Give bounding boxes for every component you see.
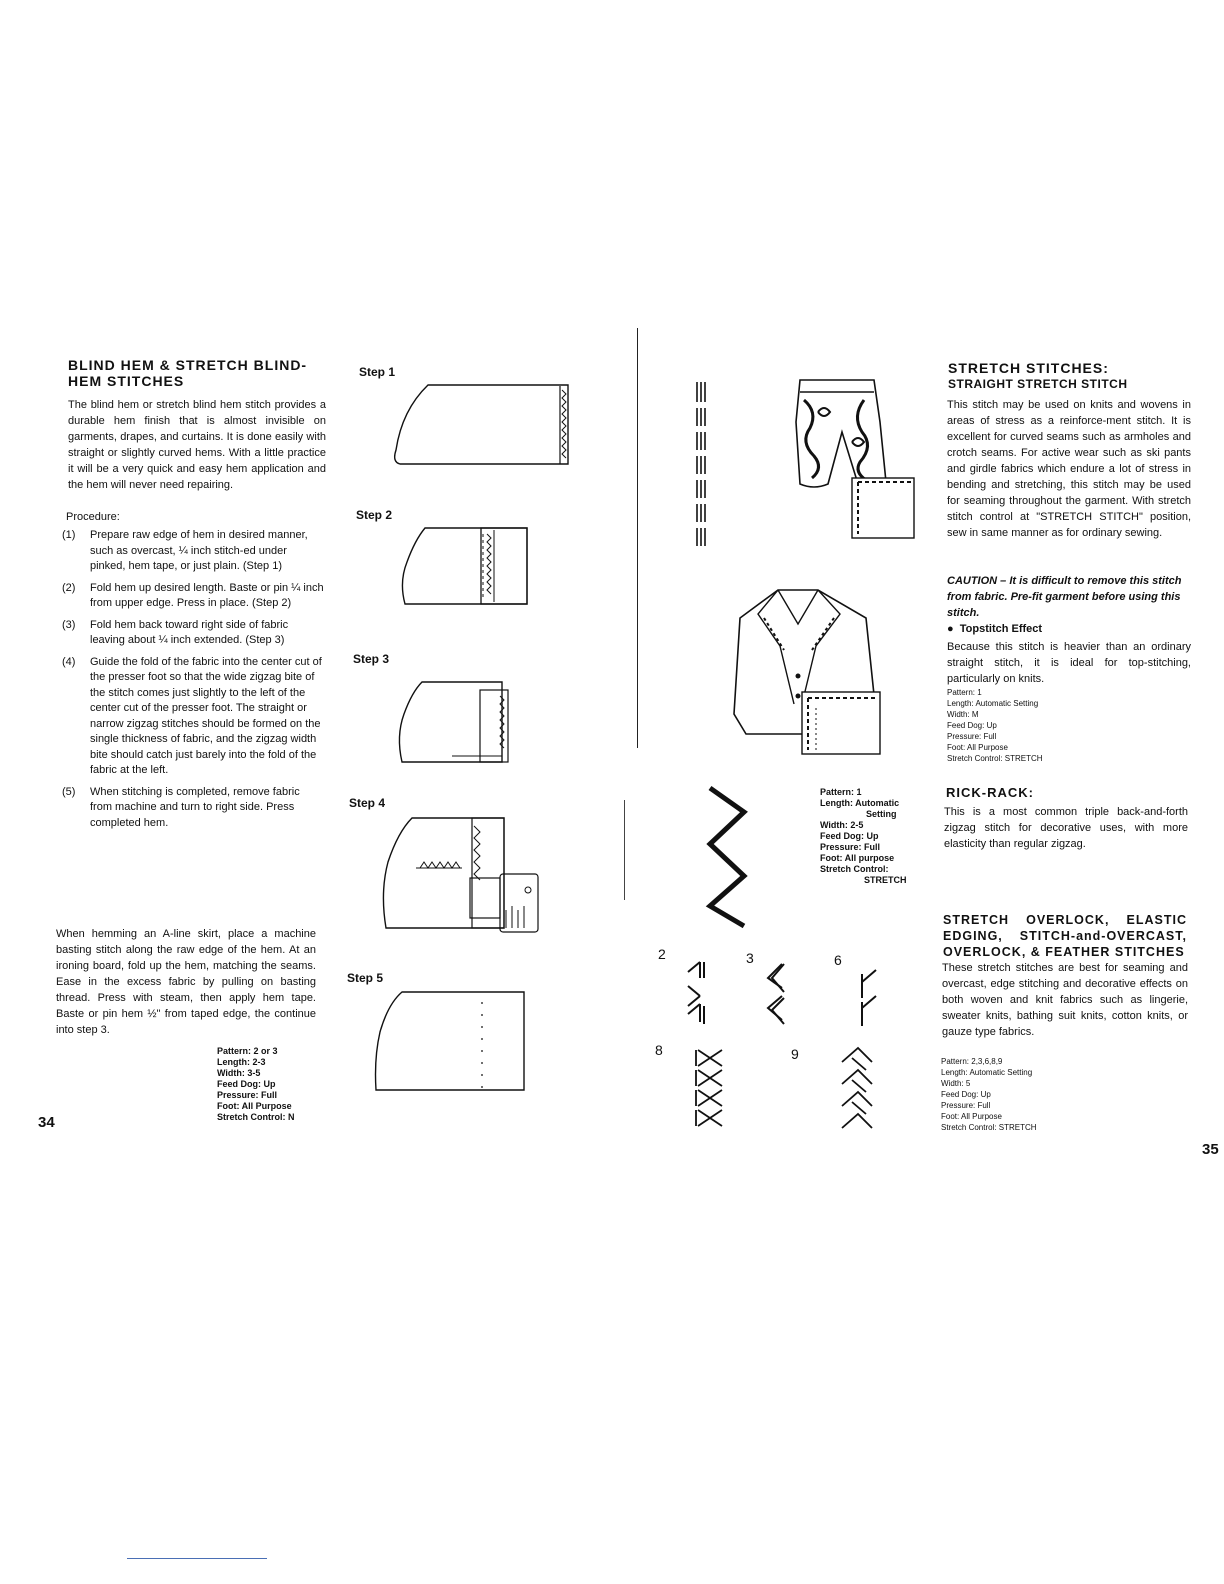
bullet-icon: ● bbox=[947, 623, 960, 635]
topstitch-heading: ● Topstitch Effect bbox=[947, 623, 1043, 635]
page-number-left: 34 bbox=[38, 1114, 55, 1131]
procedure-step: (5) When stitching is completed, remove fabric from machine and turn to right side. Press completed hem. bbox=[62, 785, 300, 829]
straight-stretch-text: This stitch may be used on knits and wovens in areas of stress as a reinforce-ment stitch. It is excellent for curved seams such as armholes and crotch seams. For active wear such as ski pants and girdle fabrics which endure a lot of stress in bending and stretching, this stitch may be used for seaming throughout the garment. With stretch stitch control at "STRETCH STITCH" position, sew in same manner as for ordinary sewing. bbox=[947, 399, 1191, 539]
gutter-line bbox=[637, 328, 638, 748]
bottom-rule bbox=[127, 1558, 267, 1559]
gutter-line-lower bbox=[624, 800, 625, 900]
procedure-label: Procedure: bbox=[66, 511, 120, 523]
pattern-6-sample bbox=[856, 968, 880, 1028]
pattern-8-sample bbox=[694, 1044, 730, 1128]
overlock-heading: STRETCH OVERLOCK, ELASTIC EDGING, STITCH-and-OVERCAST, OVERLOCK, & FEATHER STITCHES bbox=[943, 913, 1187, 959]
step-2-label: Step 2 bbox=[356, 508, 393, 522]
overlock-text: These stretch stitches are best for seaming and overcast, edge stitching and decorative effects on both woven and knit fabrics such as lingerie, sweater knits, bathing suit knits, cotton knits, or gauze type fabrics. bbox=[942, 962, 1188, 1038]
blind-hem-intro: The blind hem or stretch blind hem stitch provides a durable hem finish that is almost invisible on garments, drapes, and curtains. It is done easily with straight or slightly curved hems. With a little practice it will be a very quick and easy hem application and the hem will never need repairing. bbox=[68, 399, 326, 491]
step-5-label: Step 5 bbox=[347, 971, 384, 985]
step-3-illustration bbox=[392, 676, 522, 766]
pattern-9-sample bbox=[838, 1046, 878, 1132]
jacket-illustration bbox=[718, 584, 900, 756]
step-4-label: Step 4 bbox=[349, 796, 386, 810]
step-1-label: Step 1 bbox=[359, 365, 396, 379]
pattern-number-8: 8 bbox=[655, 1042, 663, 1058]
step-3-label: Step 3 bbox=[353, 652, 390, 666]
procedure-step: (2) Fold hem up desired length. Baste or pin ¼ inch from upper edge. Press in place. (Step 2) bbox=[62, 581, 324, 609]
step-4-illustration bbox=[376, 812, 546, 940]
aline-paragraph: When hemming an A-line skirt, place a machine basting stitch along the raw edge of the hem. At an ironing board, fold up the hem, matching the seams. Ease in the excess fabric by pulling on basting thread. Press with steam, then apply hem tape. Baste or pin hem ½" from taped edge, the continue into step 3. bbox=[56, 928, 316, 1036]
rick-rack-settings: Pattern: 1 Length: Automatic Setting Width: 2-5 Feed Dog: Up Pressure: Full Foot: All purpose Stretch Control: STRETCH bbox=[820, 787, 907, 885]
left-page-title: BLIND HEM & STRETCH BLIND-HEM STITCHES bbox=[68, 357, 308, 389]
rick-rack-heading: RICK-RACK: bbox=[946, 785, 1034, 800]
pattern-number-2: 2 bbox=[658, 946, 666, 962]
right-page-title: STRETCH STITCHES: bbox=[948, 360, 1109, 376]
topstitch-settings: Pattern: 1 Length: Automatic Setting Width: M Feed Dog: Up Pressure: Full Foot: All Purpose Stretch Control: STRETCH bbox=[947, 688, 1043, 763]
pattern-2-sample bbox=[686, 958, 710, 1032]
step-1-illustration bbox=[380, 380, 580, 470]
page-number-right: 35 bbox=[1202, 1141, 1219, 1158]
shorts-illustration bbox=[770, 372, 920, 544]
pattern-number-3: 3 bbox=[746, 950, 754, 966]
rick-rack-text: This is a most common triple back-and-forth zigzag stitch for decorative uses, with more elasticity than regular zigzag. bbox=[944, 806, 1188, 850]
straight-stretch-stitch-sample bbox=[694, 378, 714, 550]
topstitch-text: Because this stitch is heavier than an ordinary straight stitch, it is ideal for top-stitching, particularly on knits. bbox=[947, 641, 1191, 685]
overlock-settings: Pattern: 2,3,6,8,9 Length: Automatic Setting Width: 5 Feed Dog: Up Pressure: Full Foot: All Purpose Stretch Control: STRETCH bbox=[941, 1057, 1037, 1132]
straight-stretch-heading: STRAIGHT STRETCH STITCH bbox=[948, 377, 1128, 391]
rick-rack-stitch-sample bbox=[704, 782, 756, 932]
caution-text: CAUTION – It is difficult to remove this stitch from fabric. Pre-fit garment before using this stitch. bbox=[947, 575, 1182, 619]
procedure-steps bbox=[62, 528, 324, 837]
procedure-step: (4) Guide the fold of the fabric into the center cut of the presser foot so that the wide zigzag bite of the stitch comes just slightly to the left of the center cut of the presser foot. The straight or narrow zigzag stitches should be formed on the single thickness of fabric, and the zigzag width bite should catch just barely into the fold of the fabric at the left. bbox=[62, 655, 322, 776]
procedure-step: (3) Fold hem back toward right side of fabric leaving about ¼ inch extended. (Step 3) bbox=[62, 618, 289, 646]
step-2-illustration bbox=[395, 522, 535, 612]
step-5-illustration bbox=[372, 988, 532, 1098]
pattern-number-9: 9 bbox=[791, 1046, 799, 1062]
pattern-3-sample bbox=[762, 962, 788, 1028]
blind-hem-settings: Pattern: 2 or 3 Length: 2-3 Width: 3-5 Feed Dog: Up Pressure: Full Foot: All Purpose Stretch Control: N bbox=[217, 1046, 295, 1122]
pattern-number-6: 6 bbox=[834, 952, 842, 968]
procedure-step: (1) Prepare raw edge of hem in desired manner, such as overcast, ¼ inch stitch-ed under pinked, hem tape, or just plain. (Step 1) bbox=[62, 529, 308, 572]
